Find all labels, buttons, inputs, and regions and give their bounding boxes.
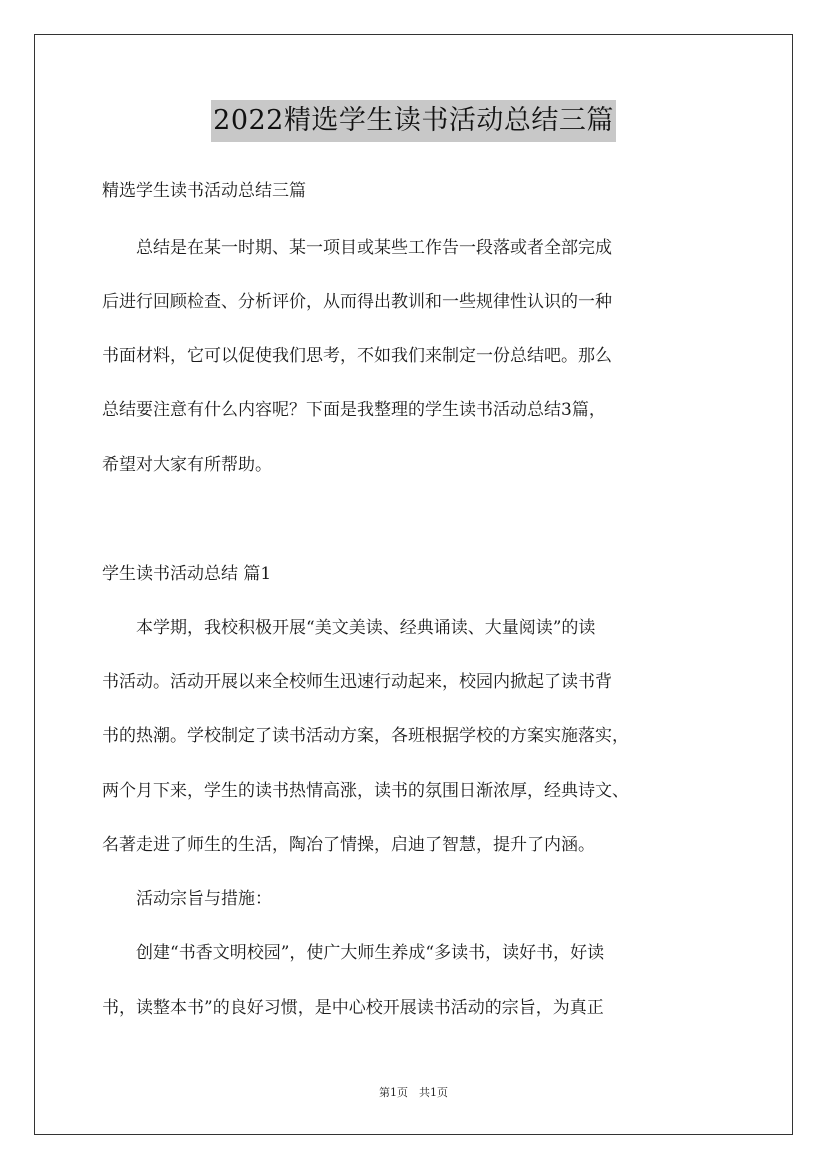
document-subtitle: 精选学生读书活动总结三篇 [102,181,306,201]
body-line: 书的热潮。学校制定了读书活动方案，各班根据学校的方案实施落实， [102,726,629,746]
section-heading: 学生读书活动总结 篇1 [102,564,272,584]
intro-line: 希望对大家有所帮助。 [102,455,272,475]
body-line: 名著走进了师生的生活，陶冶了情操，启迪了智慧，提升了内涵。 [102,835,595,855]
title-container [0,100,827,142]
intro-line: 后进行回顾检查、分析评价，从而得出教训和一些规律性认识的一种 [102,292,612,312]
body-line: 本学期，我校积极开展“美文美读、经典诵读、大量阅读”的读 [102,618,596,638]
intro-line: 书面材料，它可以促使我们思考，不如我们来制定一份总结吧。那么 [102,346,612,366]
document-title: 2022精选学生读书活动总结三篇 [211,100,616,142]
body-line: 创建“书香文明校园”，使广大师生养成“多读书，读好书，好读 [102,943,605,963]
intro-line: 总结要注意有什么内容呢？下面是我整理的学生读书活动总结3篇， [102,400,606,420]
body-line: 两个月下来，学生的读书热情高涨，读书的氛围日渐浓厚，经典诗文、 [102,781,629,801]
body-line: 书活动。活动开展以来全校师生迅速行动起来，校园内掀起了读书背 [102,672,612,692]
body-line: 活动宗旨与措施： [102,889,272,909]
page-footer: 第1页 共1页 [379,1086,448,1099]
body-line: 书，读整本书”的良好习惯，是中心校开展读书活动的宗旨，为真正 [102,998,604,1018]
intro-line: 总结是在某一时期、某一项目或某些工作告一段落或者全部完成 [102,238,612,258]
